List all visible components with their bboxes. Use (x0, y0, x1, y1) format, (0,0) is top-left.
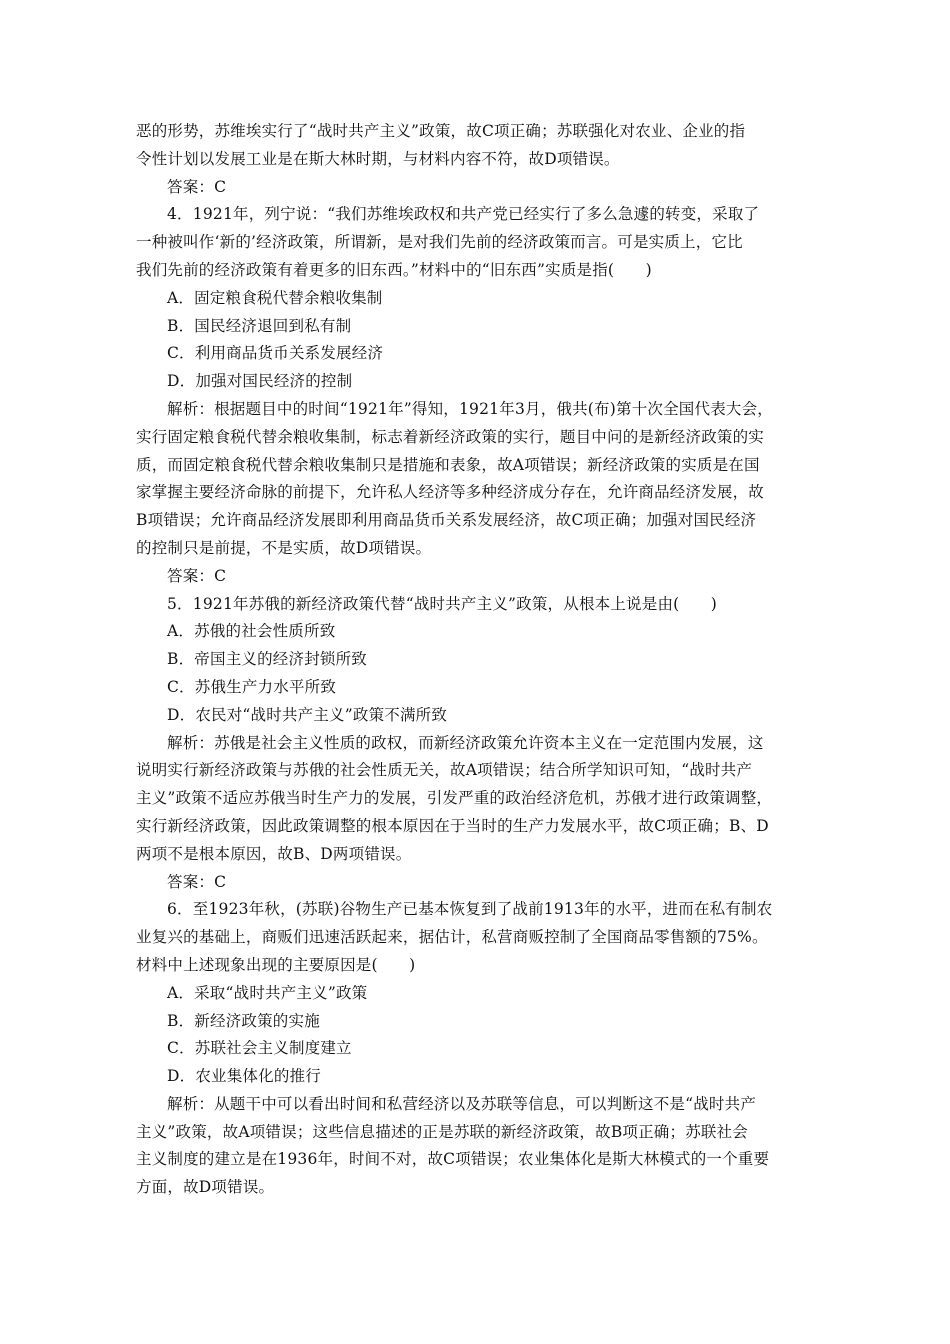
analysis-line: 主义”政策，故A项错误；这些信息描述的正是苏联的新经济政策，故B项正确；苏联社会 (136, 1122, 749, 1141)
question-stem-line: 业复兴的基础上，商贩们迅速活跃起来，据估计，私营商贩控制了全国商品零售额的75%。 (136, 928, 768, 947)
question-stem-line: 材料中上述现象出现的主要原因是( ) (136, 955, 416, 974)
analysis-line: 实行新经济政策，因此政策调整的根本原因在于当时的生产力发展水平，故C项正确；B、D (136, 816, 769, 835)
analysis-line: 实行固定粮食税代替余粮收集制，标志着新经济政策的实行，题目中问的是新经济政策的实 (136, 427, 765, 446)
question-stem-line: 4．1921年，列宁说：“我们苏维埃政权和共产党已经实行了多么急遽的转变，采取了 (167, 205, 760, 224)
question-5 (136, 591, 826, 897)
answer-line: 答案：C (167, 872, 227, 891)
analysis-line: B项错误；允许商品经济发展即利用商品货币关系发展经济，故C项正确；加强对国民经济 (136, 511, 757, 530)
analysis-line: 家掌握主要经济命脉的前提下，允许私人经济等多种经济成分存在，允许商品经济发展，故 (136, 483, 765, 502)
analysis-line: 方面，故D项错误。 (136, 1178, 275, 1197)
analysis-line: 解析：苏俄是社会主义性质的政权，而新经济政策允许资本主义在一定范围内发展，这 (167, 733, 764, 752)
question-stem-line: 一种被叫作‘新的’经济政策，所谓新，是对我们先前的经济政策而言。可是实质上，它比 (136, 233, 743, 252)
analysis-line: 主义制度的建立是在1936年，时间不对，故C项错误；农业集体化是斯大林模式的一个重要 (136, 1150, 770, 1169)
question-stem-line: 我们先前的经济政策有着更多的旧东西。”材料中的“旧东西”实质是指( ) (136, 260, 652, 279)
option-d: D．加强对国民经济的控制 (167, 372, 353, 391)
question-6 (136, 896, 826, 1202)
question-stem-line: 6．至1923年秋，(苏联)谷物生产已基本恢复到了战前1913年的水平，进而在私有制农 (167, 900, 773, 919)
option-a: A．固定粮食税代替余粮收集制 (167, 288, 383, 307)
analysis-line: 令性计划以发展工业是在斯大林时期，与材料内容不符，故D项错误。 (136, 149, 620, 168)
option-b: B．国民经济退回到私有制 (167, 316, 352, 335)
option-c: C．苏联社会主义制度建立 (167, 1039, 352, 1058)
analysis-line: 主义”政策不适应苏俄当时生产力的发展，引发严重的政治经济危机，苏俄才进行政策调整， (136, 789, 773, 808)
analysis-line: 解析：根据题目中的时间“1921年”得知，1921年3月，俄共(布)第十次全国代表大会， (167, 399, 773, 418)
option-c: C．利用商品货币关系发展经济 (167, 344, 384, 363)
analysis-line: 恶的形势，苏维埃实行了“战时共产主义”政策，故C项正确；苏联强化对农业、企业的指 (136, 122, 746, 140)
answer-line: 答案：C (167, 566, 227, 585)
question-4 (136, 201, 826, 590)
previous-analysis-continuation (136, 118, 826, 201)
option-a: A．采取“战时共产主义”政策 (167, 983, 368, 1002)
option-a: A．苏俄的社会性质所致 (167, 622, 336, 641)
option-b: B．帝国主义的经济封锁所致 (167, 650, 367, 669)
analysis-line: 两项不是根本原因，故B、D两项错误。 (136, 844, 412, 863)
analysis-line: 质，而固定粮食税代替余粮收集制只是措施和表象，故A项错误；新经济政策的实质是在国 (136, 455, 760, 474)
option-d: D．农民对“战时共产主义”政策不满所致 (167, 705, 448, 724)
option-c: C．苏俄生产力水平所致 (167, 677, 337, 696)
question-stem-line: 5．1921年苏俄的新经济政策代替“战时共产主义”政策，从根本上说是由( ) (167, 594, 718, 613)
analysis-line: 的控制只是前提，不是实质，故D项错误。 (136, 538, 432, 557)
option-d: D．农业集体化的推行 (167, 1067, 321, 1086)
answer-line: 答案：C (167, 177, 227, 196)
analysis-line: 说明实行新经济政策与苏俄的社会性质无关，故A项错误；结合所学知识可知，“战时共产 (136, 761, 753, 780)
analysis-line: 解析：从题干中可以看出时间和私营经济以及苏联等信息，可以判断这不是“战时共产 (167, 1094, 757, 1113)
document-page (136, 118, 826, 1202)
option-b: B．新经济政策的实施 (167, 1011, 320, 1030)
